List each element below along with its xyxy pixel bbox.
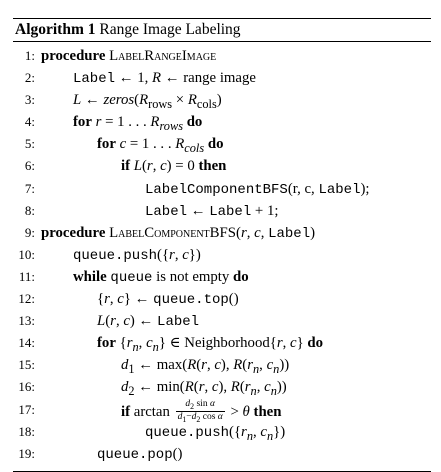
- algorithm-line: 7: LabelComponentBFS(r, c, Label);: [13, 178, 431, 200]
- algorithm-lines: [13, 42, 431, 471]
- algorithm-line: 5: for c = 1 . . . $R_{cols}$ do: [13, 133, 431, 155]
- line-number: 17:: [18, 401, 35, 417]
- line-number: 2:: [24, 70, 35, 86]
- line-number: 8:: [24, 202, 35, 218]
- line-number: 15:: [18, 357, 35, 373]
- line-number: 11:: [18, 268, 35, 284]
- algorithm-label: Algorithm 1: [15, 21, 96, 38]
- algorithm-line: 11: while queue is not empty do: [13, 266, 431, 288]
- algorithm-line: 4: for r = 1 . . . $R_{rows}$ do: [13, 111, 431, 133]
- algorithm-line: 17: if arctan $\frac{d_2 \sin \alpha}{d_1-d_2 \cos \alpha}$ > θ then: [13, 399, 431, 421]
- line-number: 13:: [18, 313, 35, 329]
- line-number: 1:: [24, 48, 35, 63]
- algorithm-line: 14: for {$r_n$, $c_n$} ∈ Neighborhood{r, c} do: [13, 332, 431, 354]
- line-number: 6:: [24, 158, 35, 174]
- algorithm-line: 12: {r, c} ← queue.top(): [13, 288, 431, 310]
- line-number: 18:: [18, 423, 35, 439]
- line-number: 4:: [24, 114, 35, 130]
- line-number: 5:: [24, 136, 35, 152]
- algorithm-line: 3: L ← $zeros(R_{rows} \times R_{cols})$: [13, 89, 431, 111]
- algorithm-line: 18: $queue.push(\{r_n$, $c_n$}): [13, 421, 431, 443]
- line-number: 16:: [18, 379, 35, 395]
- algorithm-line: 13: L(r, c) ← Label: [13, 310, 431, 332]
- line-number: 3:: [24, 92, 35, 108]
- algorithm-line: 1: procedure LabelRangeImage: [13, 45, 431, 67]
- algorithm-title: Range Image Labeling: [99, 21, 241, 38]
- algorithm-line: 19: queue.pop(): [13, 443, 431, 465]
- algorithm-line: 8: Label ← Label + 1;: [13, 200, 431, 222]
- line-number: 14:: [18, 335, 35, 351]
- algorithm-header: [13, 19, 431, 41]
- algorithm-line: 9: procedure LabelComponentBFS(r, c, Label): [13, 222, 431, 244]
- algorithm-line: 10: queue.push({r, c}): [13, 244, 431, 266]
- line-number: 10:: [18, 246, 35, 262]
- algorithm-line: 16: $d_2$ ← min(R(r, c), $R(r_n$, $c_n$)): [13, 376, 431, 398]
- line-number: 12:: [18, 291, 35, 307]
- algorithm-line: 2: Label ← 1, R ← range image: [13, 67, 431, 89]
- line-number: 9:: [24, 224, 35, 240]
- algorithm-block: [13, 18, 431, 472]
- algorithm-line: 15: $d_1$ ← max(R(r, c), $R(r_n$, $c_n$)): [13, 354, 431, 376]
- line-number: 7:: [24, 180, 35, 196]
- line-number: 19:: [18, 445, 35, 461]
- algorithm-line: 6: if L(r, c) = 0 then: [13, 155, 431, 177]
